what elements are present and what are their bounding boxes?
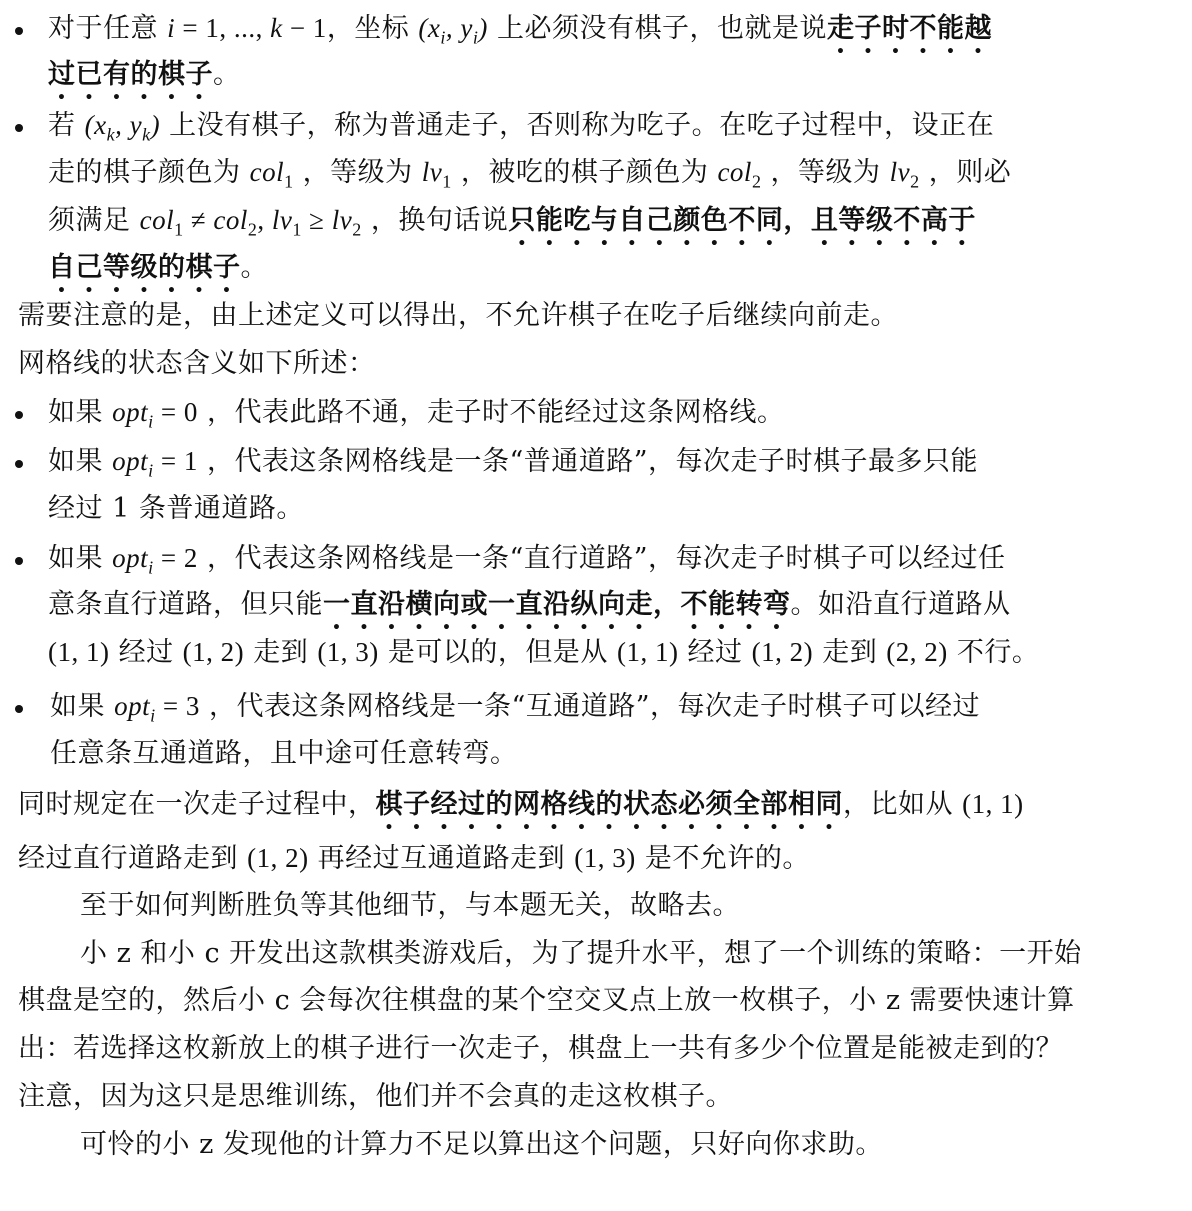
math-subscript: i — [148, 557, 154, 578]
opt-line — [48, 394, 784, 434]
math-expression: (1, 2) — [751, 637, 814, 667]
text-run: 同时规定在一次走子过程中， — [18, 789, 376, 820]
rule-line — [48, 202, 976, 242]
math-symbol: k — [270, 13, 283, 43]
text-run: 上没有棋子，称为普通走子，否则称为吃子。在吃子过程中，设正在 — [160, 110, 995, 141]
math-expression: = 2 — [153, 543, 198, 573]
math-symbol: opt — [112, 446, 149, 476]
math-symbol: opt — [114, 691, 151, 721]
text-run: ，代表此路不通，走子时不能经过这条网格线。 — [197, 397, 785, 428]
math-symbol: ) — [478, 13, 488, 43]
text-run: 上必须没有棋子，也就是说 — [487, 13, 827, 44]
paragraph-gridline-intro: 网格线的状态含义如下所述： — [18, 348, 376, 379]
text-run: 如果 — [48, 543, 113, 574]
text-run: 如果 — [48, 397, 113, 428]
emphasized-text: 只能吃与自己颜色不同，且等级不高于 — [508, 205, 976, 236]
opt-line — [48, 540, 1006, 580]
math-expression: (1, 2) — [247, 843, 309, 873]
bullet-marker — [15, 27, 23, 35]
rule-line — [48, 154, 1011, 194]
math-expression: − 1 — [282, 13, 327, 43]
rule-line — [48, 107, 994, 147]
text-run: 再经过互通道路走到 — [308, 843, 575, 874]
math-expression: = 0 — [153, 397, 198, 427]
text-run: ，比如从 — [843, 789, 963, 820]
paragraph-note: 需要注意的是，由上述定义可以得出，不允许棋子在吃子后继续向前走。 — [18, 300, 898, 331]
rule-line — [48, 10, 992, 50]
bullet-marker — [15, 124, 23, 132]
paragraph-help: 可怜的小 z 发现他的计算力不足以算出这个问题，只好向你求助。 — [80, 1129, 883, 1160]
math-expression: = 1, ..., — [175, 13, 271, 43]
opt-line — [50, 688, 980, 728]
text-run: 如果 — [48, 446, 113, 477]
text-run: ，代表这条网格线是一条“互通道路”，每次走子时棋子可以经过 — [199, 691, 981, 722]
opt-line — [50, 736, 518, 776]
opt-line — [48, 443, 978, 483]
math-expression: , — [257, 205, 272, 235]
math-subscript: 1 — [442, 171, 452, 192]
paragraph-training: 小 z 和小 c 开发出这款棋类游戏后，为了提升水平，想了一个训练的策略：一开始 — [80, 938, 1082, 969]
math-expression: (1, 1) — [962, 789, 1024, 819]
text-run: 。 — [240, 252, 268, 283]
math-subscript: i — [440, 27, 446, 48]
text-run: ，等级为 — [293, 157, 422, 188]
opt-line — [48, 491, 304, 531]
rule-line — [48, 57, 241, 97]
text-run: 不行。 — [947, 637, 1040, 668]
math-symbol: opt — [112, 397, 149, 427]
text-run: 若 — [48, 110, 85, 141]
math-symbol: lv — [421, 157, 443, 187]
math-symbol: col — [213, 205, 248, 235]
math-subscript: 1 — [292, 219, 302, 240]
text-run: 走到 — [813, 637, 887, 668]
math-expression: = 1 — [153, 446, 198, 476]
text-run: 。如沿直行道路从 — [790, 589, 1011, 620]
text-run: ，换句话说 — [361, 205, 509, 236]
math-symbol: i — [167, 13, 176, 43]
math-expression: (2, 2) — [886, 637, 948, 667]
math-symbol: lv — [271, 205, 293, 235]
text-run: 是可以的，但是从 — [378, 637, 617, 668]
text-run: 任意条互通道路，且中途可任意转弯。 — [50, 738, 518, 769]
math-subscript: 1 — [284, 171, 294, 192]
text-run: ，代表这条网格线是一条“直行道路”，每次走子时棋子可以经过任 — [197, 543, 1006, 574]
math-expression: (1, 2) — [182, 637, 245, 667]
rule-line — [48, 250, 268, 290]
math-symbol: lv — [331, 205, 353, 235]
text-run: 经过 — [678, 637, 752, 668]
math-subscript: i — [472, 27, 479, 48]
text-run: 须满足 — [48, 205, 140, 236]
math-subscript: 2 — [751, 171, 762, 192]
math-subscript: i — [148, 411, 154, 432]
emphasized-text: 自己等级的棋子 — [48, 252, 241, 283]
text-run: 走的棋子颜色为 — [48, 157, 250, 188]
emphasized-text: 过已有的棋子 — [48, 59, 213, 90]
math-expression: = 3 — [155, 691, 200, 721]
text-run: 走到 — [244, 637, 318, 668]
math-subscript: 2 — [910, 171, 920, 192]
math-symbol: (x — [84, 110, 107, 140]
math-subscript: k — [106, 124, 116, 145]
opt-line — [48, 634, 1039, 674]
bullet-marker — [15, 705, 23, 713]
math-expression: ≥ — [301, 205, 332, 235]
text-run: 经过 1 条普通道路。 — [48, 493, 304, 524]
text-run: ，等级为 — [761, 157, 890, 188]
math-symbol: lv — [889, 157, 911, 187]
text-run: ，代表这条网格线是一条“普通道路”，每次走子时棋子最多只能 — [197, 446, 979, 477]
math-symbol: ) — [150, 110, 161, 140]
math-expression: (1, 3) — [317, 637, 379, 667]
text-run: ，坐标 — [326, 13, 419, 44]
math-symbol: col — [249, 157, 285, 187]
bullet-marker — [15, 411, 23, 419]
math-subscript: k — [142, 124, 151, 145]
text-run: 对于任意 — [48, 13, 168, 44]
math-expression: ≠ — [183, 205, 214, 235]
math-symbol: col — [717, 157, 752, 187]
math-subscript: 2 — [247, 219, 258, 240]
text-run: 意条直行道路，但只能 — [48, 589, 323, 620]
text-run: 经过 — [109, 637, 183, 668]
text-run: 是不允许的。 — [635, 843, 810, 874]
math-symbol: , y — [115, 110, 143, 140]
math-subscript: i — [148, 460, 154, 481]
bullet-marker — [15, 557, 23, 565]
math-symbol: opt — [112, 543, 149, 573]
text-run: 如果 — [50, 691, 115, 722]
math-symbol: col — [139, 205, 175, 235]
bullet-marker — [15, 460, 23, 468]
math-expression: (1, 1) — [616, 637, 679, 667]
paragraph-same-state — [18, 840, 810, 880]
math-subscript: 1 — [174, 219, 184, 240]
paragraph-training: 棋盘是空的，然后小 c 会每次往棋盘的某个空交叉点上放一枚棋子，小 z 需要快速计算 — [18, 985, 1075, 1016]
math-symbol: (x — [418, 13, 441, 43]
paragraph-training: 注意，因为这只是思维训练，他们并不会真的走这枚棋子。 — [18, 1081, 733, 1112]
emphasized-text: 棋子经过的网格线的状态必须全部相同 — [375, 789, 843, 820]
emphasized-text: 一直沿横向或一直沿纵向走，不能转弯 — [323, 589, 791, 620]
text-run: ，则必 — [919, 157, 1012, 188]
text-run: 经过直行道路走到 — [18, 843, 248, 874]
math-expression: (1, 1) — [48, 637, 110, 667]
math-expression: (1, 3) — [574, 843, 636, 873]
paragraph-same-state — [18, 786, 1024, 826]
text-run: 。 — [213, 59, 241, 90]
opt-line — [48, 587, 1011, 627]
math-subscript: 2 — [352, 219, 362, 240]
emphasized-text: 走子时不能越 — [827, 13, 992, 44]
paragraph-training: 出：若选择这枚新放上的棋子进行一次走子，棋盘上一共有多少个位置是能被走到的？ — [18, 1033, 1063, 1064]
math-symbol: , y — [445, 13, 473, 43]
paragraph-omit: 至于如何判断胜负等其他细节，与本题无关，故略去。 — [80, 890, 740, 921]
text-run: ，被吃的棋子颜色为 — [451, 157, 718, 188]
math-subscript: i — [150, 705, 156, 726]
